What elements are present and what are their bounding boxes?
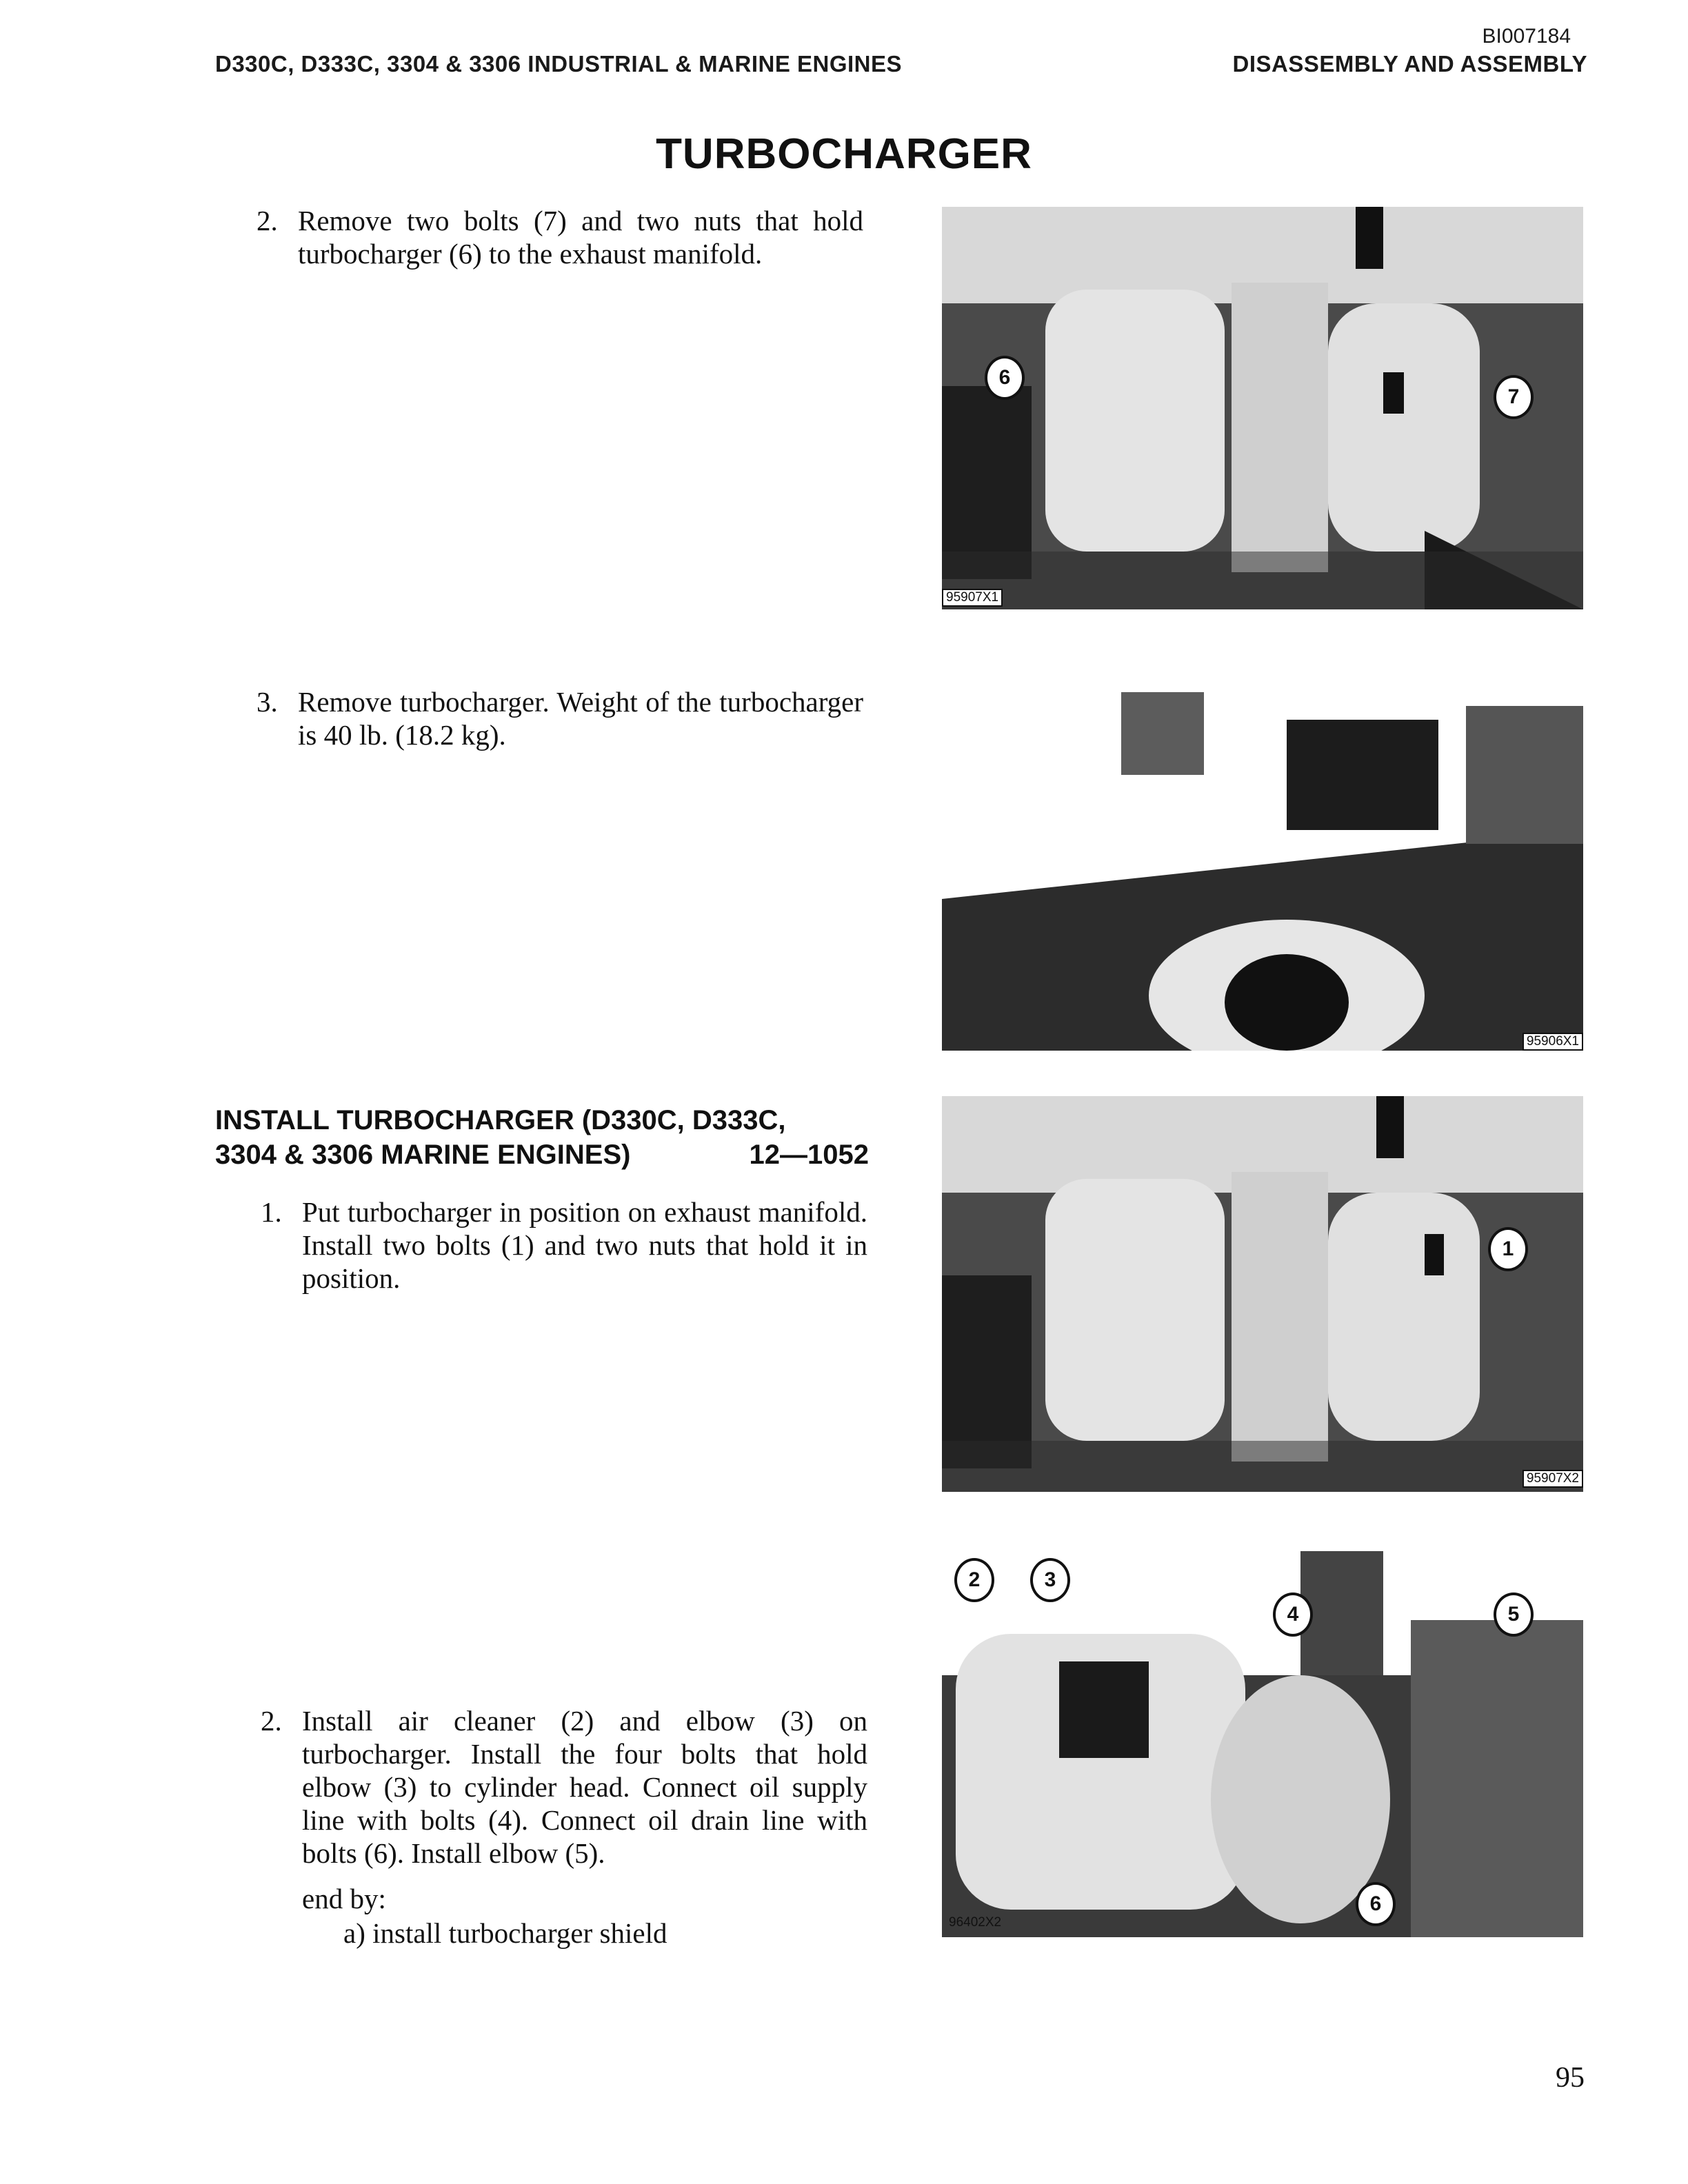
photo-id: 95907X1 [942, 589, 1003, 607]
photo-engine-illustration [942, 207, 1583, 609]
callout-5: 5 [1494, 1593, 1534, 1637]
heading-line-2: 3304 & 3306 MARINE ENGINES) [215, 1140, 631, 1170]
end-by-label: end by: [302, 1883, 386, 1914]
removal-step-2 [257, 204, 863, 307]
heading-line-1: INSTALL TURBOCHARGER (D330C, D333C, [215, 1105, 786, 1135]
callout-7: 7 [1494, 375, 1534, 419]
callout-6: 6 [985, 356, 1025, 400]
photo-id: 95906X1 [1523, 1033, 1583, 1051]
callout-2: 2 [954, 1558, 994, 1602]
photo-turbocharger-removed [942, 651, 1583, 1051]
install-step-1 [261, 1195, 867, 1299]
callout-6: 6 [1356, 1882, 1396, 1926]
step-number: 3. [257, 686, 278, 718]
photo-turbocharger-removal-bolts [942, 207, 1583, 609]
step-number: 2. [257, 205, 278, 236]
install-step-2 [261, 1704, 867, 1877]
callout-4: 4 [1273, 1593, 1313, 1637]
page-title: TURBOCHARGER [656, 130, 1032, 178]
callout-1: 1 [1488, 1227, 1528, 1271]
photo-engine-illustration [942, 1096, 1583, 1492]
photo-id: 96402X2 [949, 1915, 1002, 1930]
photo-air-cleaner-elbow [942, 1537, 1583, 1937]
step-number: 1. [261, 1196, 282, 1228]
step-text: Remove turbocharger. Weight of the turbocharger is 40 lb. (18.2 kg). [298, 686, 863, 751]
step-text: Put turbocharger in position on exhaust manifold. Install two bolts (1) and two nuts that hold it in position. [302, 1196, 867, 1294]
removal-step-3 [257, 685, 863, 754]
procedure-code: 12—1052 [749, 1140, 869, 1170]
document-id: BI007184 [1482, 25, 1571, 48]
photo-id: 95907X2 [1523, 1470, 1583, 1488]
photo-engine-illustration [942, 651, 1583, 1051]
end-by-item: a) install turbocharger shield [343, 1917, 667, 1949]
header-engine-models: D330C, D333C, 3304 & 3306 INDUSTRIAL & MARINE ENGINES [215, 51, 903, 77]
step-text: Remove two bolts (7) and two nuts that hold turbocharger (6) to the exhaust manifold. [298, 205, 863, 270]
install-section-heading [215, 1103, 869, 1172]
step-number: 2. [261, 1705, 282, 1737]
callout-3: 3 [1030, 1558, 1070, 1602]
photo-turbocharger-install-bolts [942, 1096, 1583, 1492]
header-section: DISASSEMBLY AND ASSEMBLY [1232, 51, 1587, 77]
page-number: 95 [1556, 2062, 1585, 2094]
step-text: Install air cleaner (2) and elbow (3) on turbocharger. Install the four bolts that hold elbow (3) to cylinder head. Connect oil supply line with bolts (4). Connect oil drain line with bolts (6). Install elbow (5). [302, 1705, 867, 1869]
